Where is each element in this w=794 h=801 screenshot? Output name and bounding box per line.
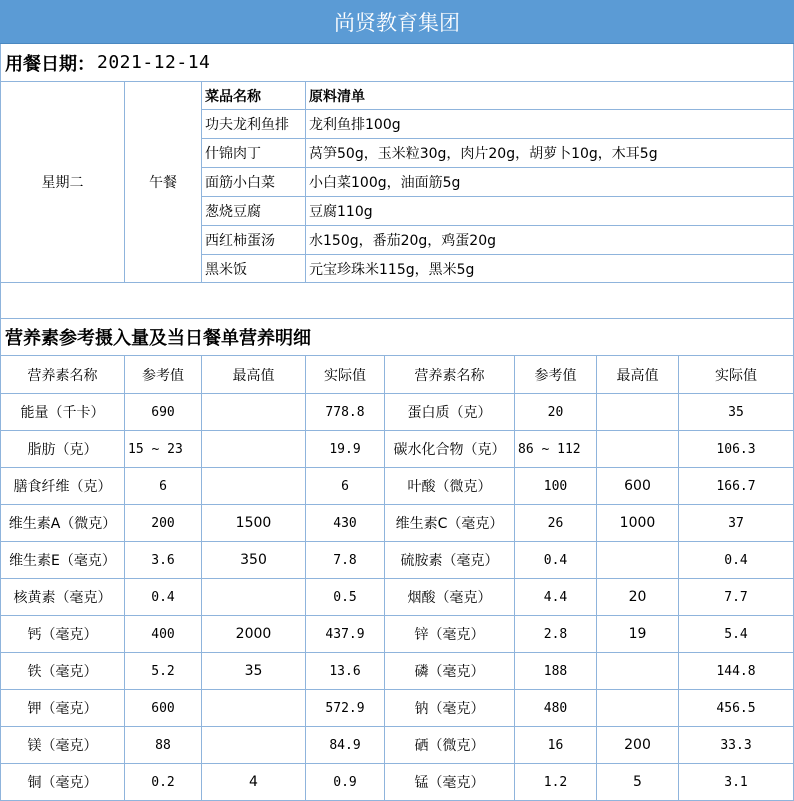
reference-value: 100 [515,468,597,505]
reference-value: 6 [125,468,202,505]
dish-name: 西红柿蛋汤 [202,226,306,255]
actual-value: 33.3 [679,727,794,764]
nutrient-name: 维生素C（毫克） [385,505,515,542]
dish-ingredients: 莴笋50g，玉米粒30g，肉片20g，胡萝卜10g，木耳5g [306,139,794,168]
dish-ingredients: 龙利鱼排100g [306,110,794,139]
nutrient-name: 维生素E（毫克） [0,542,125,579]
actual-value: 166.7 [679,468,794,505]
actual-value: 6 [306,468,385,505]
reference-value: 3.6 [125,542,202,579]
meal-type-cell: 午餐 [125,82,202,283]
nutrient-name: 硒（微克） [385,727,515,764]
meal-date-label: 用餐日期： [5,53,95,75]
nutrition-header-cell: 参考值 [125,356,202,394]
max-value [202,468,306,505]
reference-value: 2.8 [515,616,597,653]
actual-value: 106.3 [679,431,794,468]
actual-value: 572.9 [306,690,385,727]
actual-value: 778.8 [306,394,385,431]
actual-value: 0.5 [306,579,385,616]
nutrition-header-cell: 营养素名称 [0,356,125,394]
dish-name: 什锦肉丁 [202,139,306,168]
reference-value: 88 [125,727,202,764]
meal-date [0,44,794,82]
reference-value: 1.2 [515,764,597,801]
nutrient-name: 锌（毫克） [385,616,515,653]
nutrient-name: 钾（毫克） [0,690,125,727]
nutrient-name: 镁（毫克） [0,727,125,764]
dish-ingredients: 豆腐110g [306,197,794,226]
actual-value: 84.9 [306,727,385,764]
nutrient-name: 锰（毫克） [385,764,515,801]
max-value [597,431,679,468]
meal-date-value: 2021-12-14 [97,52,211,73]
max-value [202,727,306,764]
dish-name: 葱烧豆腐 [202,197,306,226]
actual-value: 7.7 [679,579,794,616]
nutrient-name: 钠（毫克） [385,690,515,727]
actual-value: 35 [679,394,794,431]
max-value [202,394,306,431]
nutrition-header-cell: 参考值 [515,356,597,394]
dish-name: 黑米饭 [202,255,306,283]
actual-value: 5.4 [679,616,794,653]
max-value: 1500 [202,505,306,542]
nutrient-name: 叶酸（微克） [385,468,515,505]
reference-value: 600 [125,690,202,727]
nutrient-name: 蛋白质（克） [385,394,515,431]
max-value [597,394,679,431]
actual-value: 3.1 [679,764,794,801]
max-value: 200 [597,727,679,764]
nutrition-header-cell: 最高值 [202,356,306,394]
dish-name: 面筋小白菜 [202,168,306,197]
reference-value: 200 [125,505,202,542]
max-value: 20 [597,579,679,616]
nutrition-section-title: 营养素参考摄入量及当日餐单营养明细 [0,319,794,356]
actual-value: 144.8 [679,653,794,690]
nutrient-name: 脂肪（克） [0,431,125,468]
dish-ingredients: 水150g，番茄20g，鸡蛋20g [306,226,794,255]
nutrition-header-cell: 实际值 [306,356,385,394]
max-value: 600 [597,468,679,505]
nutrient-name: 碳水化合物（克） [385,431,515,468]
nutrient-name: 能量（千卡） [0,394,125,431]
max-value [202,431,306,468]
max-value: 350 [202,542,306,579]
max-value [597,690,679,727]
reference-value: 26 [515,505,597,542]
nutrient-name: 磷（毫克） [385,653,515,690]
actual-value: 456.5 [679,690,794,727]
ingredients-header: 原料清单 [306,82,794,110]
actual-value: 37 [679,505,794,542]
dish-name-header: 菜品名称 [202,82,306,110]
max-value: 2000 [202,616,306,653]
reference-value: 0.4 [515,542,597,579]
reference-value: 20 [515,394,597,431]
max-value [202,579,306,616]
nutrient-name: 硫胺素（毫克） [385,542,515,579]
max-value [597,653,679,690]
max-value: 19 [597,616,679,653]
actual-value: 437.9 [306,616,385,653]
actual-value: 7.8 [306,542,385,579]
nutrient-name: 铜（毫克） [0,764,125,801]
reference-value: 86 ~ 112 [515,431,597,468]
actual-value: 0.4 [679,542,794,579]
nutrient-name: 烟酸（毫克） [385,579,515,616]
max-value [597,542,679,579]
actual-value: 13.6 [306,653,385,690]
nutrient-name: 钙（毫克） [0,616,125,653]
reference-value: 0.2 [125,764,202,801]
max-value: 1000 [597,505,679,542]
weekday-cell: 星期二 [0,82,125,283]
actual-value: 0.9 [306,764,385,801]
nutrition-header-cell: 最高值 [597,356,679,394]
page-title: 尚贤教育集团 [0,0,794,44]
max-value: 5 [597,764,679,801]
nutrient-name: 核黄素（毫克） [0,579,125,616]
reference-value: 15 ~ 23 [125,431,202,468]
spacer-row [0,283,794,319]
reference-value: 5.2 [125,653,202,690]
reference-value: 16 [515,727,597,764]
nutrition-header-cell: 实际值 [679,356,794,394]
dish-ingredients: 元宝珍珠米115g，黑米5g [306,255,794,283]
max-value [202,690,306,727]
reference-value: 188 [515,653,597,690]
nutrient-name: 铁（毫克） [0,653,125,690]
max-value: 35 [202,653,306,690]
dish-name: 功夫龙利鱼排 [202,110,306,139]
nutrient-name: 膳食纤维（克） [0,468,125,505]
nutrient-name: 维生素A（微克） [0,505,125,542]
max-value: 4 [202,764,306,801]
reference-value: 4.4 [515,579,597,616]
reference-value: 690 [125,394,202,431]
nutrition-header-cell: 营养素名称 [385,356,515,394]
actual-value: 19.9 [306,431,385,468]
reference-value: 400 [125,616,202,653]
dish-ingredients: 小白菜100g，油面筋5g [306,168,794,197]
actual-value: 430 [306,505,385,542]
reference-value: 0.4 [125,579,202,616]
reference-value: 480 [515,690,597,727]
